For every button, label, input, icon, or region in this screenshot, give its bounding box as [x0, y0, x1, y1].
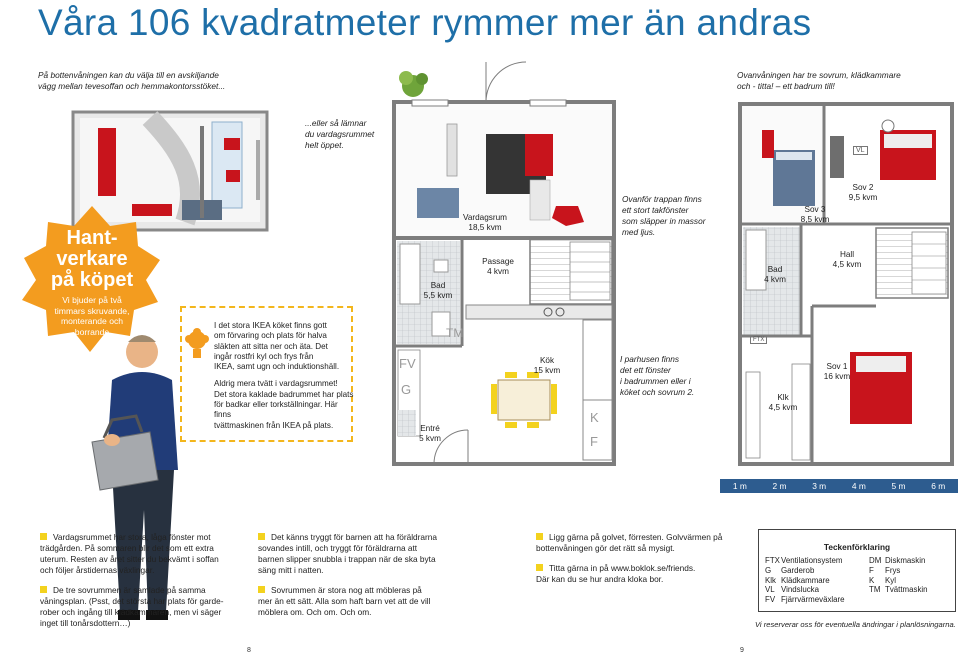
room-label-sov1: Sov 1 16 kvm	[823, 362, 851, 381]
plan-letter-f: F	[590, 434, 598, 449]
plan-letter-k: K	[590, 410, 599, 425]
room-label-bad-upper: Bad 4 kvm	[764, 265, 786, 284]
plan-letter-g: G	[401, 382, 412, 397]
legend-grid: FTX Ventilationsystem DM Diskmaskin G Garderob F Frys Klk Klädkammare K Kyl VL Vindslucka TM Tvättmaskin FV Fjärrvärmeväxlare	[765, 556, 928, 605]
bullet-square-icon	[536, 533, 543, 540]
bullet-column-1: Vardagsrummet har stora, låga fönster mot trädgården. På sommaren blir det som ett extra uterum. Resten av året sitter du bekvämt i soffan och följer årstidernas växlingar. De tre sovrummen är samlade på samma våningsplan. (Psst, det största har plats för garde- rober och ingång till klädkammaren, men vi säger inget till tonårsdottern…)	[40, 532, 224, 628]
scale-bar	[720, 479, 958, 493]
intro-right: Ovanvåningen har tre sovrum, klädkammare och - titta! – ett badrum till!	[737, 70, 901, 91]
scale-label: 2 m	[772, 481, 787, 491]
room-label-klk: Klk 4,5 kvm	[768, 393, 798, 412]
bullet-square-icon	[258, 586, 265, 593]
plan-letter-tm: TM	[446, 326, 464, 340]
scale-label: 5 m	[891, 481, 906, 491]
room-label-sov2: Sov 2 9,5 kvm	[848, 183, 878, 202]
plan-letter-vl: VL	[853, 146, 868, 155]
legend-title: Teckenförklaring	[823, 542, 891, 552]
page-number-right: 9	[740, 647, 744, 654]
room-label-hall: Hall 4,5 kvm	[832, 250, 862, 269]
bullet-square-icon	[536, 564, 543, 571]
room-label-bad-ground: Bad 5,5 kvm	[423, 281, 453, 300]
bullet-column-3: Ligg gärna på golvet, förresten. Golvvärmen på bottenvåningen gör det rätt så mysigt. Titta gärna in på www.boklok.se/friends. Där kan du se hur andra kloka bor.	[536, 532, 723, 584]
living-room-wall-option	[73, 112, 267, 230]
note-open-living: ...eller så lämnar du vardagsrummet helt öppet.	[305, 118, 375, 150]
intro-left: På bottenvåningen kan du välja till en avskiljande vägg mellan tevesoffan och hemmakontorsstöket...	[38, 70, 226, 91]
legend-box	[758, 529, 956, 612]
room-label-passage: Passage 4 kvm	[482, 257, 514, 276]
room-label-kok: Kök 15 kvm	[533, 356, 561, 375]
bullet-square-icon	[258, 533, 265, 540]
page-number-left: 8	[247, 647, 251, 654]
ikea-info-text: I det stora IKEA köket finns gott om förvaring och plats för halva släkten att sitta ner och äta. Det ingår rostfri kyl och frys från IKEA, samt ugn och induktionshäll. Aldrig mera tvätt i vardagsrummet! Det stora kaklade badrummet har plats för badkar eller torkställningar. Här finns tvättmaskinen från IKEA på plats.	[214, 321, 354, 430]
disclaimer: Vi reserverar oss för eventuella ändringar i planlösningarna.	[755, 620, 956, 629]
scale-label: 3 m	[812, 481, 827, 491]
note-parhus: I parhusen finns det ett fönster i badrummen eller i köket och sovrum 2.	[620, 354, 695, 397]
room-label-sov3: Sov 3 8,5 kvm	[800, 205, 830, 224]
note-skylight: Ovanför trappan finns ett stort takfönster som släpper in massor med ljus.	[622, 194, 706, 237]
offer-text: Hant- verkare på köpet Vi bjuder på två timmars skruvande, monterande och borrande	[50, 227, 134, 337]
plan-letter-fv: FV	[399, 356, 416, 371]
bullet-square-icon	[40, 533, 47, 540]
scale-label: 6 m	[931, 481, 946, 491]
room-label-vardagsrum: Vardagsrum 18,5 kvm	[463, 213, 507, 232]
room-label-entre: Entré 5 kvm	[419, 424, 441, 443]
scale-label: 4 m	[851, 481, 866, 491]
plan-letter-ftx: FTX	[750, 336, 767, 344]
scale-label: 1 m	[732, 481, 747, 491]
bullet-column-2: Det känns tryggt för barnen att ha föräldrarna sovandes intill, och tryggt för föräldrarna att barnen slipper snubbla i trappan när de ska byta säng mitt i natten. Sovrummen är stora nog att möbleras på mer än ett sätt. Alla som haft barn vet att de vill möblera om. Och om. Och om.	[258, 532, 438, 617]
page-title: Våra 106 kvadratmeter rymmer mer än andras	[38, 2, 812, 43]
bullet-square-icon	[40, 586, 47, 593]
